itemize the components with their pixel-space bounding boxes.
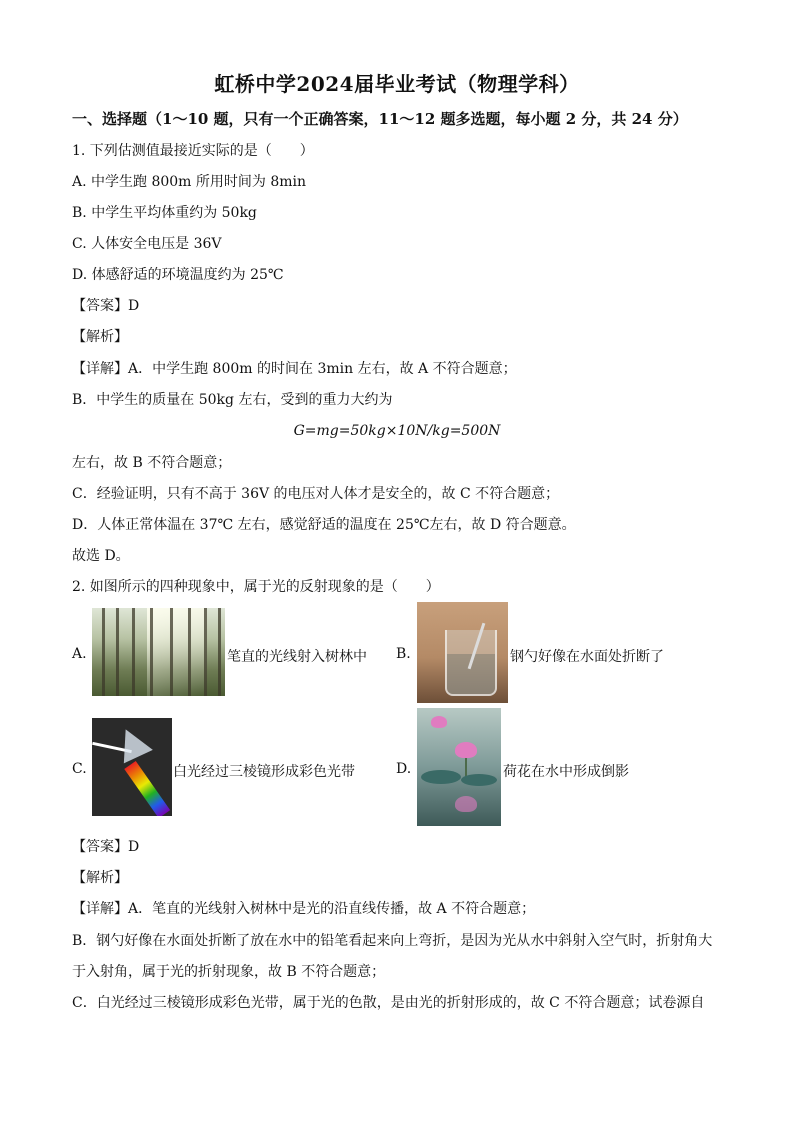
q1-option-a: A. 中学生跑 800m 所用时间为 8min — [72, 174, 307, 190]
q1-detail-b2: 左右，故 B 不符合题意； — [72, 455, 232, 471]
exam-title: 虹桥中学2024届毕业考试（物理学科） — [214, 72, 580, 96]
q2-option-d-caption: 荷花在水中形成倒影 — [503, 764, 629, 780]
q2-option-c-caption: 白光经过三棱镜形成彩色光带 — [173, 764, 355, 780]
forest-light-image — [92, 608, 225, 696]
q1-detail-d: D．人体正常体温在 37℃ 左右，感觉舒适的温度在 25℃左右，故 D 符合题意。 — [72, 517, 576, 533]
q2-analysis-label: 【解析】 — [72, 870, 128, 886]
q1-conclusion: 故选 D。 — [72, 548, 130, 564]
q2-option-c-letter: C. — [72, 761, 87, 777]
q1-stem: 1. 下列估测值最接近实际的是（ ） — [72, 143, 314, 159]
q2-detail-a: 【详解】A．笔直的光线射入树林中是光的沿直线传播，故 A 不符合题意； — [72, 901, 536, 917]
q1-option-d: D. 体感舒适的环境温度约为 25℃ — [72, 267, 284, 283]
q2-option-a-caption: 笔直的光线射入树林中 — [227, 649, 367, 665]
q2-detail-b: B．钢勺好像在水面处折断了放在水中的铅笔看起来向上弯折，是因为光从水中斜射入空气时，折射角大 — [72, 933, 713, 949]
prism-spectrum-image — [92, 718, 172, 816]
lotus-reflection-image — [417, 708, 501, 826]
q2-option-a-letter: A. — [72, 646, 87, 662]
q1-detail-a: 【详解】A．中学生跑 800m 的时间在 3min 左右，故 A 不符合题意； — [72, 361, 517, 377]
q1-detail-b: B．中学生的质量在 50kg 左右，受到的重力大约为 — [72, 392, 393, 408]
q2-detail-b2: 于入射角，属于光的折射现象，故 B 不符合题意； — [72, 964, 386, 980]
q1-analysis-label: 【解析】 — [72, 329, 128, 345]
q2-detail-c: C．白光经过三棱镜形成彩色光带，属于光的色散，是由光的折射形成的，故 C 不符合题意；试卷源自 — [72, 995, 705, 1011]
section-heading: 一、选择题（1～10 题，只有一个正确答案，11～12 题多选题，每小题 2 分，共 24 分） — [72, 110, 688, 128]
spoon-in-water-image — [417, 602, 508, 703]
q1-formula: G=mg=50kg×10N/kg=500N — [293, 423, 501, 439]
q1-option-b: B. 中学生平均体重约为 50kg — [72, 205, 257, 221]
q2-stem: 2. 如图所示的四种现象中，属于光的反射现象的是（ ） — [72, 579, 440, 595]
q2-option-b-caption: 钢勺好像在水面处折断了 — [510, 649, 664, 665]
q2-option-d-letter: D. — [396, 761, 412, 777]
q2-answer: 【答案】D — [72, 839, 140, 855]
q1-answer: 【答案】D — [72, 298, 140, 314]
q1-option-c: C. 人体安全电压是 36V — [72, 236, 222, 252]
q1-detail-c: C．经验证明，只有不高于 36V 的电压对人体才是安全的，故 C 不符合题意； — [72, 486, 560, 502]
q2-option-b-letter: B. — [396, 646, 411, 662]
